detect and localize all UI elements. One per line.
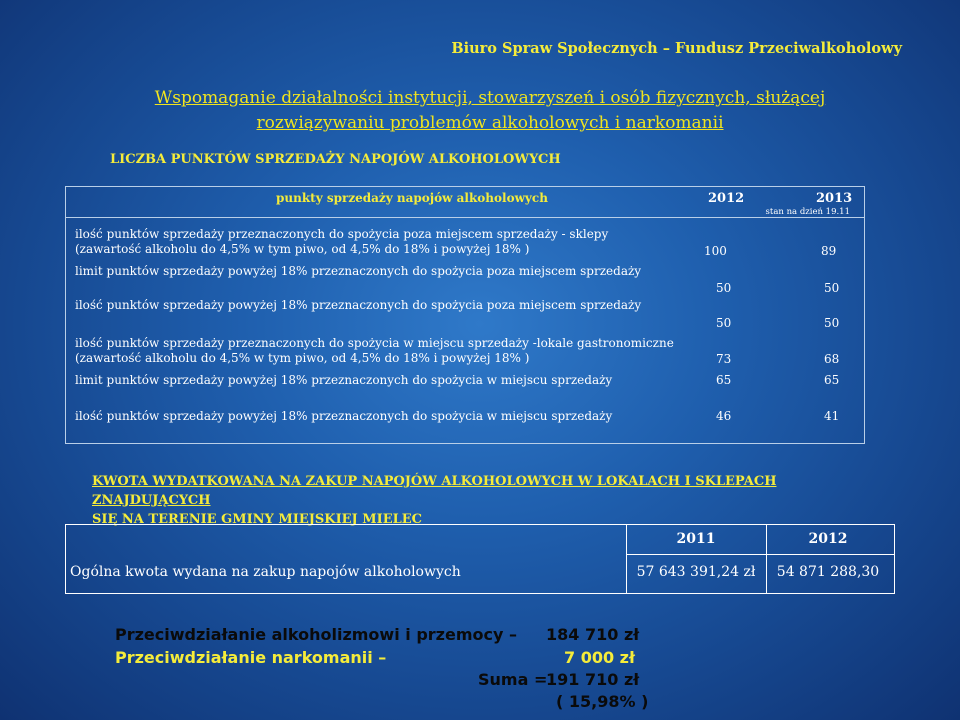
points-header-year-2012: 2012 — [708, 191, 745, 206]
row-value-2013: 68 — [824, 352, 840, 366]
summary-percent: ( 15,98% ) — [556, 692, 649, 711]
points-header-label: punkty sprzedaży napojów alkoholowych — [276, 191, 548, 205]
summary-item1-value: 184 710 zł — [546, 625, 640, 644]
points-table-header — [66, 187, 864, 218]
spending-value-2012: 54 871 288,30 — [776, 564, 880, 580]
row-value-2012: 73 — [716, 352, 732, 366]
row-value-2013: 41 — [824, 409, 840, 423]
row-label — [75, 336, 674, 366]
summary-sum-value: 191 710 zł — [546, 670, 640, 689]
spending-header-year-2012: 2012 — [808, 531, 848, 547]
spending-title-line2: SIĘ NA TERENIE GMINY MIEJSKIEJ MIELEC — [92, 512, 423, 527]
summary-item1-label: Przeciwdziałanie alkoholizmowi i przemocy – — [115, 625, 517, 644]
summary-item2-label: Przeciwdziałanie narkomanii – — [115, 648, 387, 667]
row-label: ilość punktów sprzedaży powyżej 18% przeznaczonych do spożycia poza miejscem sprzedaży — [75, 298, 642, 312]
points-header-year-2013: 2013 — [816, 191, 853, 206]
table-divider — [626, 525, 627, 593]
row-value-2013: 65 — [824, 373, 840, 387]
row-label: limit punktów sprzedaży powyżej 18% przeznaczonych do spożycia w miejscu sprzedaży — [75, 373, 613, 387]
row-value-2013: 50 — [824, 281, 840, 295]
row-label-line1: ilość punktów sprzedaży przeznaczonych do spożycia poza miejscem sprzedaży - sklepy — [75, 227, 609, 241]
row-label-line1: ilość punktów sprzedaży przeznaczonych do spożycia w miejscu sprzedaży -lokale gastronomiczne — [75, 336, 674, 350]
organization-header: Biuro Spraw Społecznych – Fundusz Przeciwalkoholowy — [451, 40, 902, 57]
row-label-line2: (zawartość alkoholu do 4,5% w tym piwo, od 4,5% do 18% i powyżej 18% ) — [75, 242, 530, 256]
points-section-title: LICZBA PUNKTÓW SPRZEDAŻY NAPOJÓW ALKOHOLOWYCH — [110, 152, 561, 167]
table-divider — [626, 554, 894, 555]
row-label: ilość punktów sprzedaży powyżej 18% przeznaczonych do spożycia w miejscu sprzedaży — [75, 409, 613, 423]
page-title-line2: rozwiązywaniu problemów alkoholowych i narkomanii — [256, 113, 724, 133]
row-label: limit punktów sprzedaży powyżej 18% przeznaczonych do spożycia poza miejscem sprzedaży — [75, 264, 642, 278]
spending-value-2011: 57 643 391,24 zł — [636, 564, 756, 580]
spending-table — [65, 524, 895, 594]
spending-title-line1: KWOTA WYDATKOWANA NA ZAKUP NAPOJÓW ALKOHOLOWYCH W LOKALACH I SKLEPACH ZNAJDUJĄCYCH — [92, 474, 777, 508]
row-value-2013: 50 — [824, 316, 840, 330]
row-label-line2: (zawartość alkoholu do 4,5% w tym piwo, od 4,5% do 18% i powyżej 18% ) — [75, 351, 530, 365]
row-value-2012: 100 — [704, 244, 727, 258]
row-value-2012: 50 — [716, 281, 732, 295]
summary-sum-label: Suma = — [478, 670, 548, 689]
points-header-note: stan na dzień 19.11 — [765, 207, 850, 217]
points-table — [65, 186, 865, 444]
row-label — [75, 227, 608, 257]
spending-section-title — [92, 472, 892, 529]
row-value-2012: 46 — [716, 409, 732, 423]
spending-header-year-2011: 2011 — [676, 531, 716, 547]
row-value-2012: 50 — [716, 316, 732, 330]
page-title — [110, 86, 870, 136]
page-title-line1: Wspomaganie działalności instytucji, stowarzyszeń i osób fizycznych, służącej — [154, 88, 826, 108]
row-value-2012: 65 — [716, 373, 732, 387]
spending-row-label: Ogólna kwota wydana na zakup napojów alkoholowych — [70, 564, 461, 580]
row-value-2013: 89 — [821, 244, 837, 258]
summary-item2-value: 7 000 zł — [564, 648, 635, 667]
